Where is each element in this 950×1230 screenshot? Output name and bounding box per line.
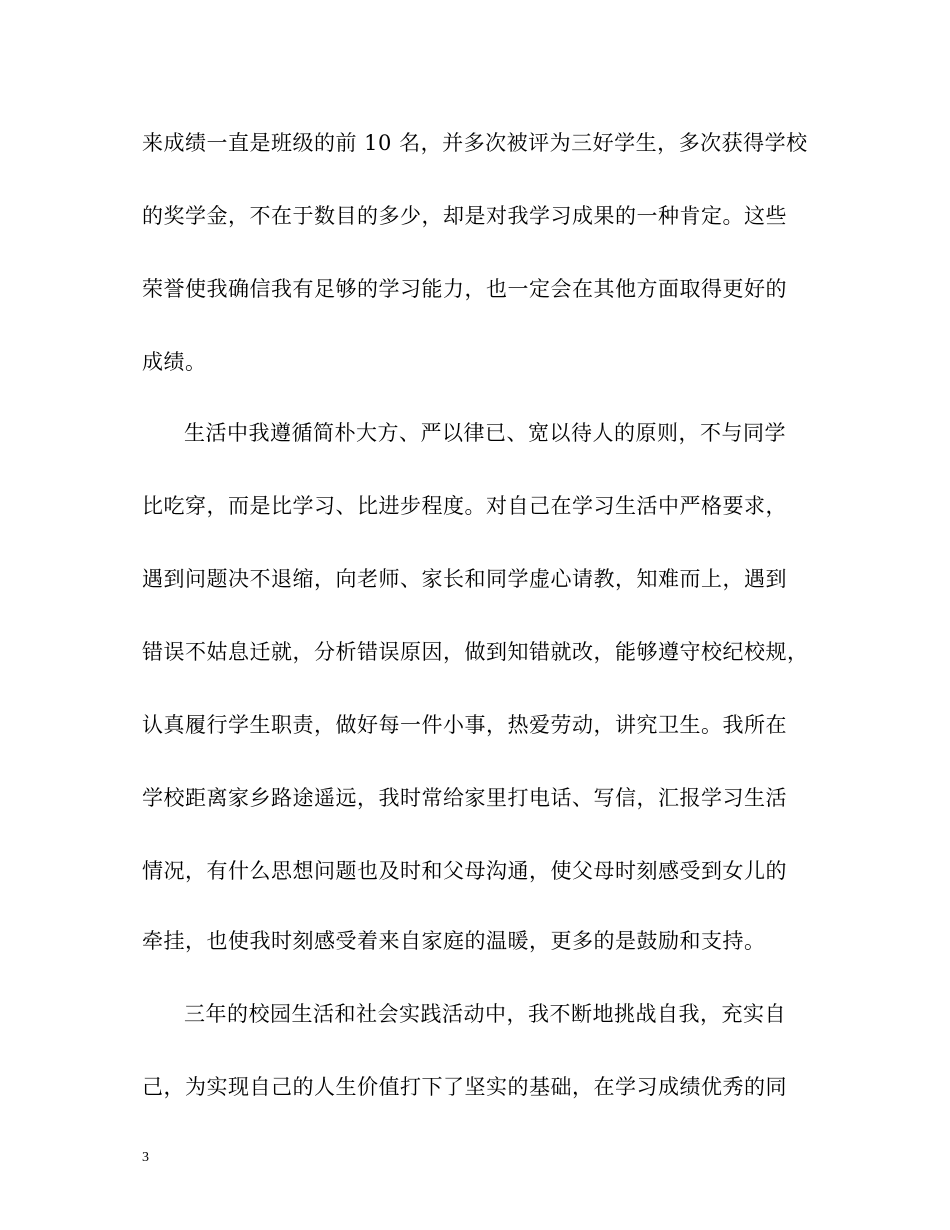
text-line-7: 遇到问题决不退缩，向老师、家长和同学虚心请教，知难而上，遇到: [142, 567, 787, 591]
text-line-10: 学校距离家乡路途遥远，我时常给家里打电话、写信，汇报学习生活: [142, 786, 787, 810]
text-line-8: 错误不姑息迁就，分析错误原因，做到知错就改，能够遵守校纪校规，: [142, 640, 809, 664]
text-line-14: 己，为实现自己的人生价值打下了坚实的基础，在学习成绩优秀的同: [142, 1075, 787, 1099]
text-line-11: 情况，有什么思想问题也及时和父母沟通，使父母时刻感受到女儿的: [142, 859, 787, 883]
text-line-6: 比吃穿，而是比学习、比进步程度。对自己在学习生活中严格要求，: [142, 494, 787, 518]
text-line-2: 的奖学金，不在于数目的多少，却是对我学习成果的一种肯定。这些: [142, 204, 787, 228]
text-line-12: 牵挂，也使我时刻感受着来自家庭的温暖，更多的是鼓励和支持。: [142, 929, 766, 953]
text-line-3: 荣誉使我确信我有足够的学习能力，也一定会在其他方面取得更好的: [142, 277, 787, 301]
text-line-4: 成绩。: [142, 350, 207, 374]
page-number: 3: [142, 1150, 149, 1165]
text-line-5: 生活中我遵循简朴大方、严以律已、宽以待人的原则，不与同学: [184, 421, 786, 445]
text-line-13: 三年的校园生活和社会实践活动中，我不断地挑战自我，充实自: [184, 1002, 786, 1026]
text-line-9: 认真履行学生职责，做好每一件小事，热爱劳动，讲究卫生。我所在: [142, 713, 787, 737]
text-line-1: 来成绩一直是班级的前 10 名，并多次被评为三好学生，多次获得学校: [142, 131, 808, 155]
